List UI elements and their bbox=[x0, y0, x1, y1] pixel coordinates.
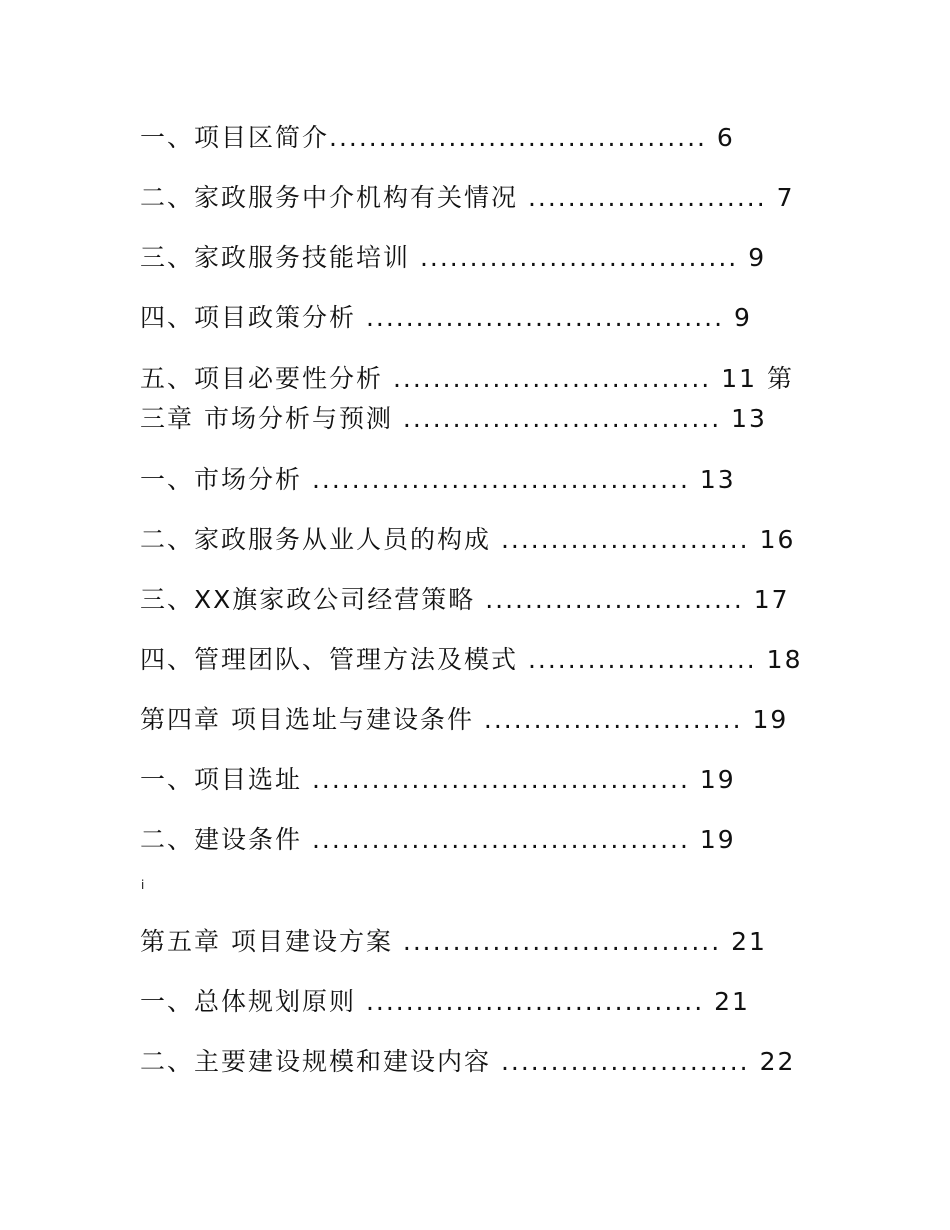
toc-entry: 一、市场分析 ...................................... 13 bbox=[140, 465, 736, 494]
toc-entry: 三、XX旗家政公司经营策略 .......................... 17 bbox=[140, 585, 790, 614]
toc-entry: 一、项目选址 ...................................... 19 bbox=[140, 765, 736, 794]
page-marker: i bbox=[141, 878, 145, 892]
toc-entry: 二、家政服务从业人员的构成 ......................... 16 bbox=[140, 525, 796, 554]
toc-entry: 二、建设条件 ...................................... 19 bbox=[140, 825, 736, 854]
toc-entry: 三章 市场分析与预测 ................................ 13 bbox=[140, 404, 767, 433]
toc-entry: 一、项目区简介...................................... 6 bbox=[140, 123, 735, 152]
toc-entry: 三、家政服务技能培训 ................................ 9 bbox=[140, 243, 767, 272]
toc-entry: 一、总体规划原则 .................................. 21 bbox=[140, 987, 750, 1016]
toc-entry: 第五章 项目建设方案 ................................ 21 bbox=[140, 927, 767, 956]
toc-entry: 第四章 项目选址与建设条件 .......................... 19 bbox=[140, 705, 789, 734]
toc-entry: 四、项目政策分析 .................................... 9 bbox=[140, 303, 752, 332]
toc-entry: 五、项目必要性分析 ................................ 11 第 bbox=[140, 364, 794, 393]
toc-entry: 二、家政服务中介机构有关情况 ........................ 7 bbox=[140, 183, 795, 212]
toc-entry: 四、管理团队、管理方法及模式 ....................... 18 bbox=[140, 645, 803, 674]
toc-entry: 二、主要建设规模和建设内容 ......................... 22 bbox=[140, 1047, 796, 1076]
